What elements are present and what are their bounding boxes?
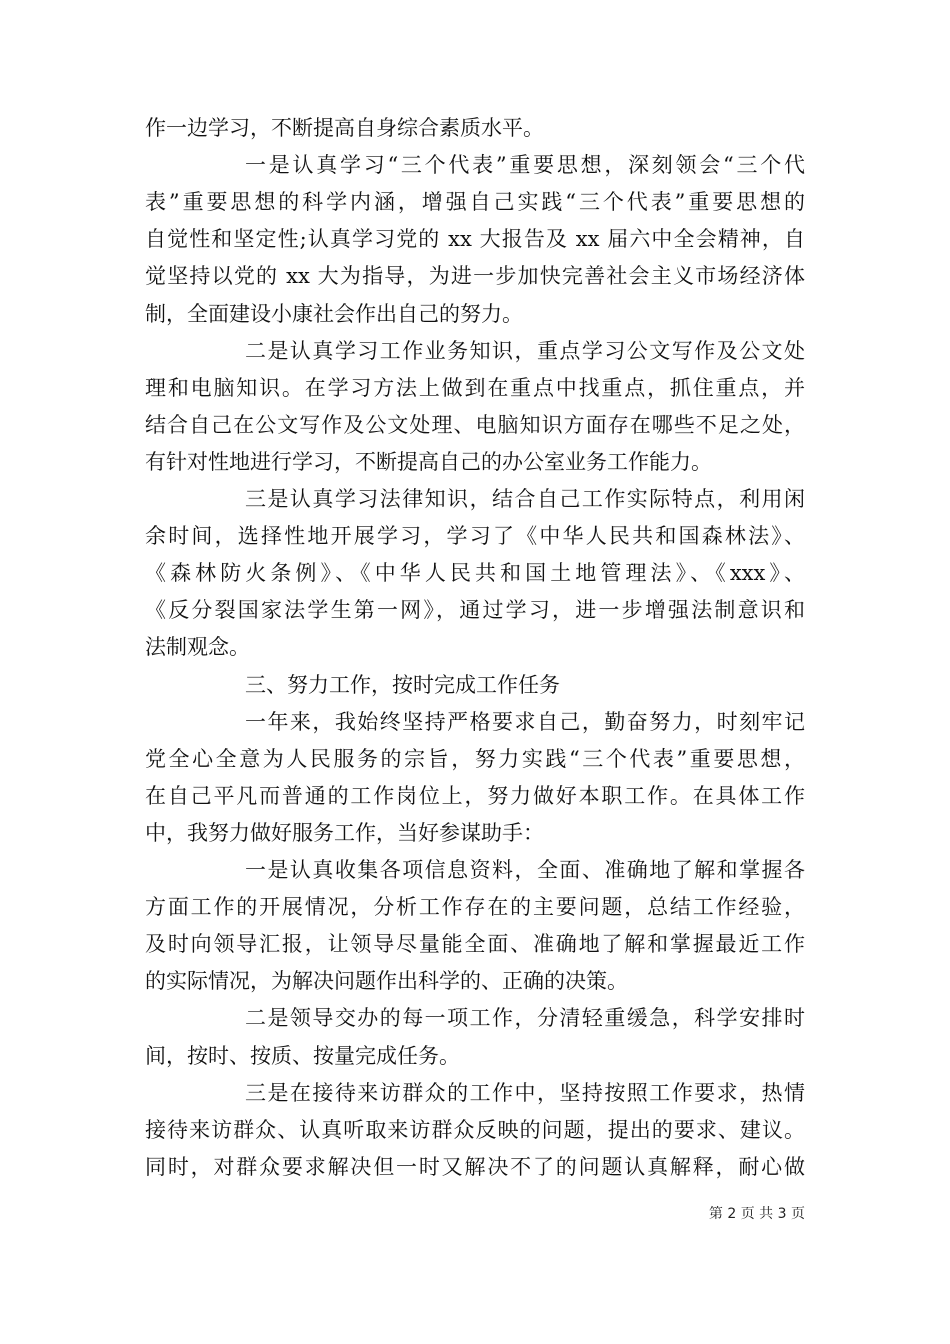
text-line: 一年来，我始终坚持严格要求自己，勤奋努力，时刻牢记 — [245, 709, 805, 734]
text-line: 作一边学习，不断提高自身综合素质水平。 — [145, 116, 544, 140]
text-line: 一是认真收集各项信息资料，全面、准确地了解和掌握各 — [245, 858, 805, 882]
text-line: 及时向领导汇报，让领导尽量能全面、准确地了解和掌握最近工作 — [145, 932, 805, 957]
text-line: 理和电脑知识。在学习方法上做到在重点中找重点，抓住重点，并 — [145, 375, 805, 400]
text-line: 三是认真学习法律知识，结合自己工作实际特点，利用闲 — [245, 487, 805, 511]
text-line: 自觉性和坚定性;认真学习党的 xx 大报告及 xx 届六中全会精神，自 — [145, 227, 805, 252]
text-line: 余时间，选择性地开展学习，学习了《中华人民共和国森林法》、 — [145, 524, 805, 549]
text-line: 党全心全意为人民服务的宗旨，努力实践“三个代表”重要思想， — [145, 746, 805, 771]
text-line: 在自己平凡而普通的工作岗位上，努力做好本职工作。在具体工作 — [145, 783, 805, 808]
text-line: 结合自己在公文写作及公文处理、电脑知识方面存在哪些不足之处， — [145, 412, 805, 437]
text-line: 间，按时、按质、按量完成任务。 — [145, 1043, 460, 1068]
text-line: 《反分裂国家法学生第一网》，通过学习，进一步增强法制意识和 — [145, 598, 805, 623]
text-line: 中，我努力做好服务工作，当好参谋助手： — [145, 820, 544, 845]
page-number-footer: 第 2 页 共 3 页 — [708, 1206, 805, 1222]
text-line: 三、努力工作，按时完成工作任务 — [245, 672, 560, 697]
text-line: 制，全面建设小康社会作出自己的努力。 — [145, 301, 523, 326]
text-line: 表”重要思想的科学内涵，增强自己实践“三个代表”重要思想的 — [145, 190, 805, 215]
text-line: 三是在接待来访群众的工作中，坚持按照工作要求，热情 — [245, 1080, 805, 1105]
text-line: 二是认真学习工作业务知识，重点学习公文写作及公文处 — [245, 338, 805, 363]
text-line: 方面工作的开展情况，分析工作存在的主要问题，总结工作经验， — [145, 895, 805, 920]
text-line: 觉坚持以党的 xx 大为指导，为进一步加快完善社会主义市场经济体 — [145, 264, 805, 289]
text-line: 同时，对群众要求解决但一时又解决不了的问题认真解释，耐心做 — [145, 1154, 805, 1179]
text-line: 一是认真学习“三个代表”重要思想，深刻领会“三个代 — [245, 153, 805, 178]
text-line: 法制观念。 — [145, 635, 250, 660]
text-line: 接待来访群众、认真听取来访群众反映的问题，提出的要求、建议。 — [145, 1117, 805, 1142]
text-line: 二是领导交办的每一项工作，分清轻重缓急，科学安排时 — [245, 1006, 805, 1031]
text-line: 的实际情况，为解决问题作出科学的、正确的决策。 — [145, 969, 628, 994]
text-line: 有针对性地进行学习，不断提高自己的办公室业务工作能力。 — [145, 449, 712, 474]
text-line: 《森林防火条例》、《中华人民共和国土地管理法》、《xxx》、 — [145, 561, 805, 586]
